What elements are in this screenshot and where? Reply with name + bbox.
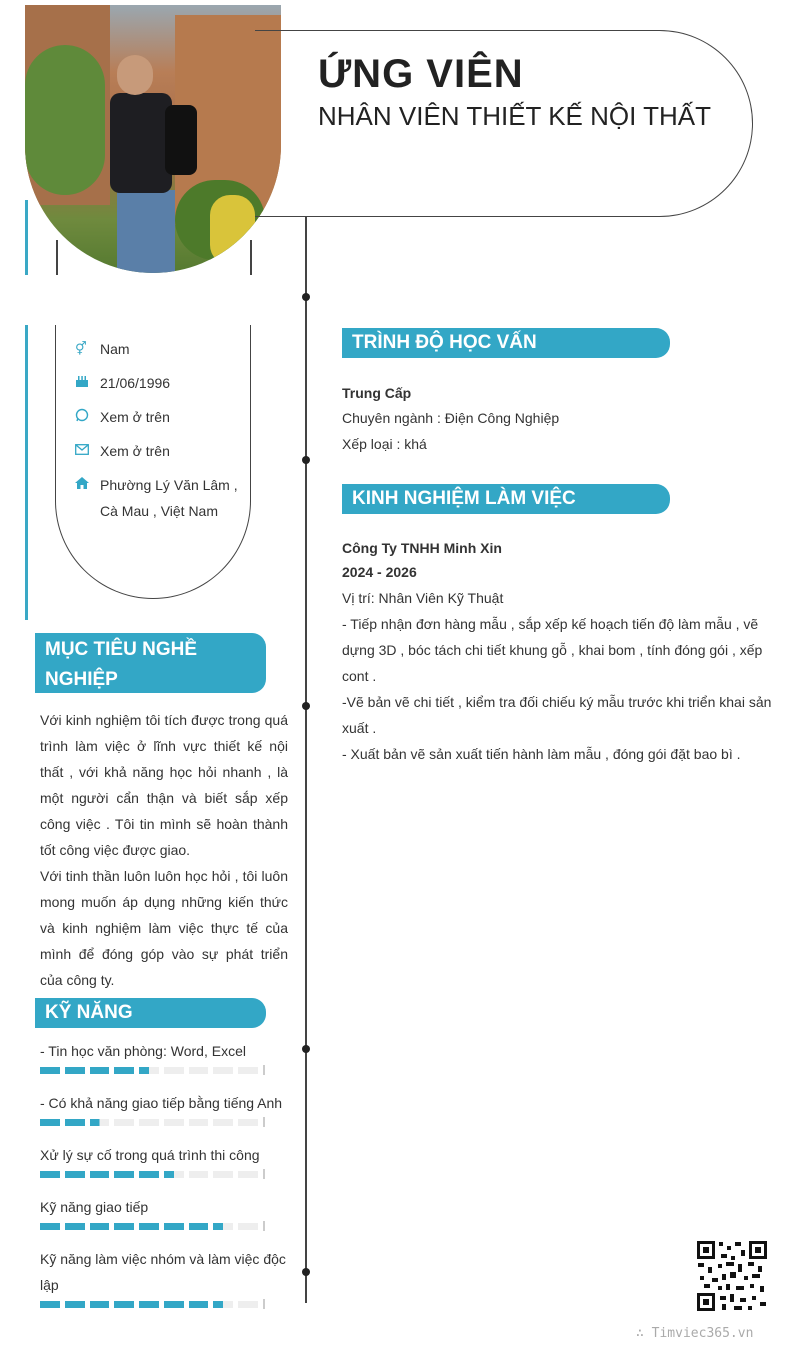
skill-bar-segment (40, 1223, 60, 1230)
experience-duties (342, 611, 772, 767)
skill-name: Kỹ năng giao tiếp (40, 1199, 149, 1215)
skill-bar-segment (139, 1223, 159, 1230)
skill-bar-segment (164, 1223, 184, 1230)
profile-photo (25, 5, 281, 273)
section-title-experience: KINH NGHIỆM LÀM VIỆC (342, 484, 670, 514)
section-title-skills: KỸ NĂNG (35, 998, 266, 1028)
divider (250, 240, 252, 275)
skill-bar-segment (213, 1119, 233, 1126)
skill-name: - Tin học văn phòng: Word, Excel (40, 1043, 246, 1059)
section-title-education: TRÌNH ĐỘ HỌC VẤN (342, 328, 670, 358)
contact-phone (75, 408, 170, 430)
timeline-dot (302, 1268, 310, 1276)
experience-company: Công Ty TNHH Minh Xin (342, 540, 502, 556)
contact-address (75, 476, 238, 524)
skill-name: Kỹ năng làm việc nhóm và làm việc độc lập (40, 1251, 286, 1293)
skill-bar-segment (189, 1223, 209, 1230)
section-title-objective: MỤC TIÊU NGHỀ NGHIỆP (35, 633, 266, 693)
email-value: Xem ở trên (100, 443, 170, 459)
contact-gender (75, 340, 130, 362)
objective-paragraph: Với tinh thần luôn luôn học hỏi , tôi luôn mong muốn áp dụng những kiến thức và kinh nghiệm làm việc thực tế của mình để đóng góp vào sự phát triển của công ty. (40, 868, 288, 988)
qr-code-icon (696, 1240, 768, 1312)
gender-value: Nam (100, 341, 130, 357)
candidate-name: ỨNG VIÊN (318, 52, 524, 96)
contact-email (75, 442, 170, 464)
skill-bar-segment (238, 1223, 258, 1230)
skill-bar-end (263, 1299, 265, 1309)
timeline-dot (302, 456, 310, 464)
timeline-line (305, 217, 307, 1303)
contact-birthday (75, 374, 170, 396)
birthday-cake-icon (75, 374, 100, 392)
skill-bar-segment (40, 1301, 60, 1308)
skill-bar-segment (189, 1119, 209, 1126)
skill-bar-segment (164, 1119, 184, 1126)
candidate-position: NHÂN VIÊN THIẾT KẾ NỘI THẤT (318, 101, 711, 131)
timeline-dot (302, 1045, 310, 1053)
duty-item: -Vẽ bản vẽ chi tiết , kiểm tra đối chiếu ký mẫu trước khi triển khai sản xuất . (342, 694, 772, 736)
address-line: Cà Mau , Việt Nam (100, 503, 219, 519)
skill-bar-segment (213, 1171, 233, 1178)
education-grade: Xếp loại : khá (342, 436, 427, 452)
skill-bar (40, 1223, 265, 1230)
skill-name: - Có khả năng giao tiếp bằng tiếng Anh (40, 1095, 283, 1111)
education-school: Trung Cấp (342, 385, 412, 401)
skill-bar-segment (238, 1067, 258, 1074)
skill-bar-segment (189, 1301, 209, 1308)
skill-bar-segment (164, 1171, 184, 1178)
address-line: Phường Lý Văn Lâm , (100, 477, 238, 493)
birthday-value: 21/06/1996 (100, 375, 171, 391)
gender-icon: ⚥ (75, 341, 87, 356)
skill-bar (40, 1119, 265, 1126)
skill-bar-segment (65, 1119, 85, 1126)
skill-bar-segment (164, 1301, 184, 1308)
objective-text (40, 707, 288, 993)
skill-bar-segment (90, 1223, 110, 1230)
skill-bar-segment (90, 1067, 110, 1074)
skill-bar-segment (238, 1171, 258, 1178)
skill-name: Xử lý sự cố trong quá trình thi công (40, 1147, 260, 1163)
skill-bar (40, 1301, 265, 1308)
duty-item: - Tiếp nhận đơn hàng mẫu , sắp xếp kế hoạch tiến độ làm mẫu , vẽ dựng 3D , bóc tách chi tiết khung gỗ , khai bom , tính đóng gói , xếp cont . (342, 616, 763, 684)
skill-bar-segment (238, 1301, 258, 1308)
divider (56, 240, 58, 275)
skill-bar-segment (65, 1067, 85, 1074)
skill-bar-segment (189, 1067, 209, 1074)
skill-bar-segment (139, 1119, 159, 1126)
whatsapp-icon (75, 408, 100, 427)
phone-value: Xem ở trên (100, 409, 170, 425)
skill-bar-segment (40, 1119, 60, 1126)
skill-bar-segment (40, 1171, 60, 1178)
timeline-dot (302, 293, 310, 301)
skill-bar-segment (65, 1301, 85, 1308)
skill-bar-segment (114, 1223, 134, 1230)
skill-bar-segment (139, 1301, 159, 1308)
skill-bar-end (263, 1221, 265, 1231)
skill-bar-segment (114, 1119, 134, 1126)
skill-bar-segment (65, 1223, 85, 1230)
skill-bar-segment (139, 1171, 159, 1178)
home-icon (75, 476, 100, 494)
skill-bar-end (263, 1065, 265, 1075)
skill-bar-segment (238, 1119, 258, 1126)
skill-bar-segment (40, 1067, 60, 1074)
skill-bar-segment (114, 1171, 134, 1178)
skill-bar-end (263, 1117, 265, 1127)
skill-bar-segment (90, 1119, 110, 1126)
skill-bar-segment (65, 1171, 85, 1178)
skill-bar-segment (213, 1301, 233, 1308)
skill-bar-segment (90, 1171, 110, 1178)
timeline-dot (302, 702, 310, 710)
skill-bar-segment (114, 1301, 134, 1308)
skill-bar-segment (139, 1067, 159, 1074)
skill-bar (40, 1067, 265, 1074)
education-major: Chuyên ngành : Điện Công Nghiệp (342, 410, 560, 426)
envelope-icon (75, 442, 100, 460)
skill-bar-segment (114, 1067, 134, 1074)
skill-bar-end (263, 1169, 265, 1179)
duty-item: - Xuất bản vẽ sản xuất tiến hành làm mẫu , đóng gói đặt bao bì . (342, 746, 741, 762)
experience-period: 2024 - 2026 (342, 564, 417, 580)
skill-bar-segment (189, 1171, 209, 1178)
experience-role: Vị trí: Nhân Viên Kỹ Thuật (342, 590, 504, 606)
objective-paragraph: Với kinh nghiệm tôi tích được trong quá trình làm việc ở lĩnh vực thiết kế nội thất , với khả năng học hỏi nhanh , là một người cẩn thận và biết sắp xếp công việc . Tôi tin mình sẽ hoàn thành tốt công việc được giao. (40, 712, 288, 858)
accent-line (25, 200, 28, 275)
brand-watermark: ∴ Timviec365.vn (636, 1326, 754, 1341)
skill-bar-segment (90, 1301, 110, 1308)
skill-bar (40, 1171, 265, 1178)
accent-line (25, 325, 28, 620)
skill-bar-segment (213, 1067, 233, 1074)
skill-bar-segment (213, 1223, 233, 1230)
skill-bar-segment (164, 1067, 184, 1074)
